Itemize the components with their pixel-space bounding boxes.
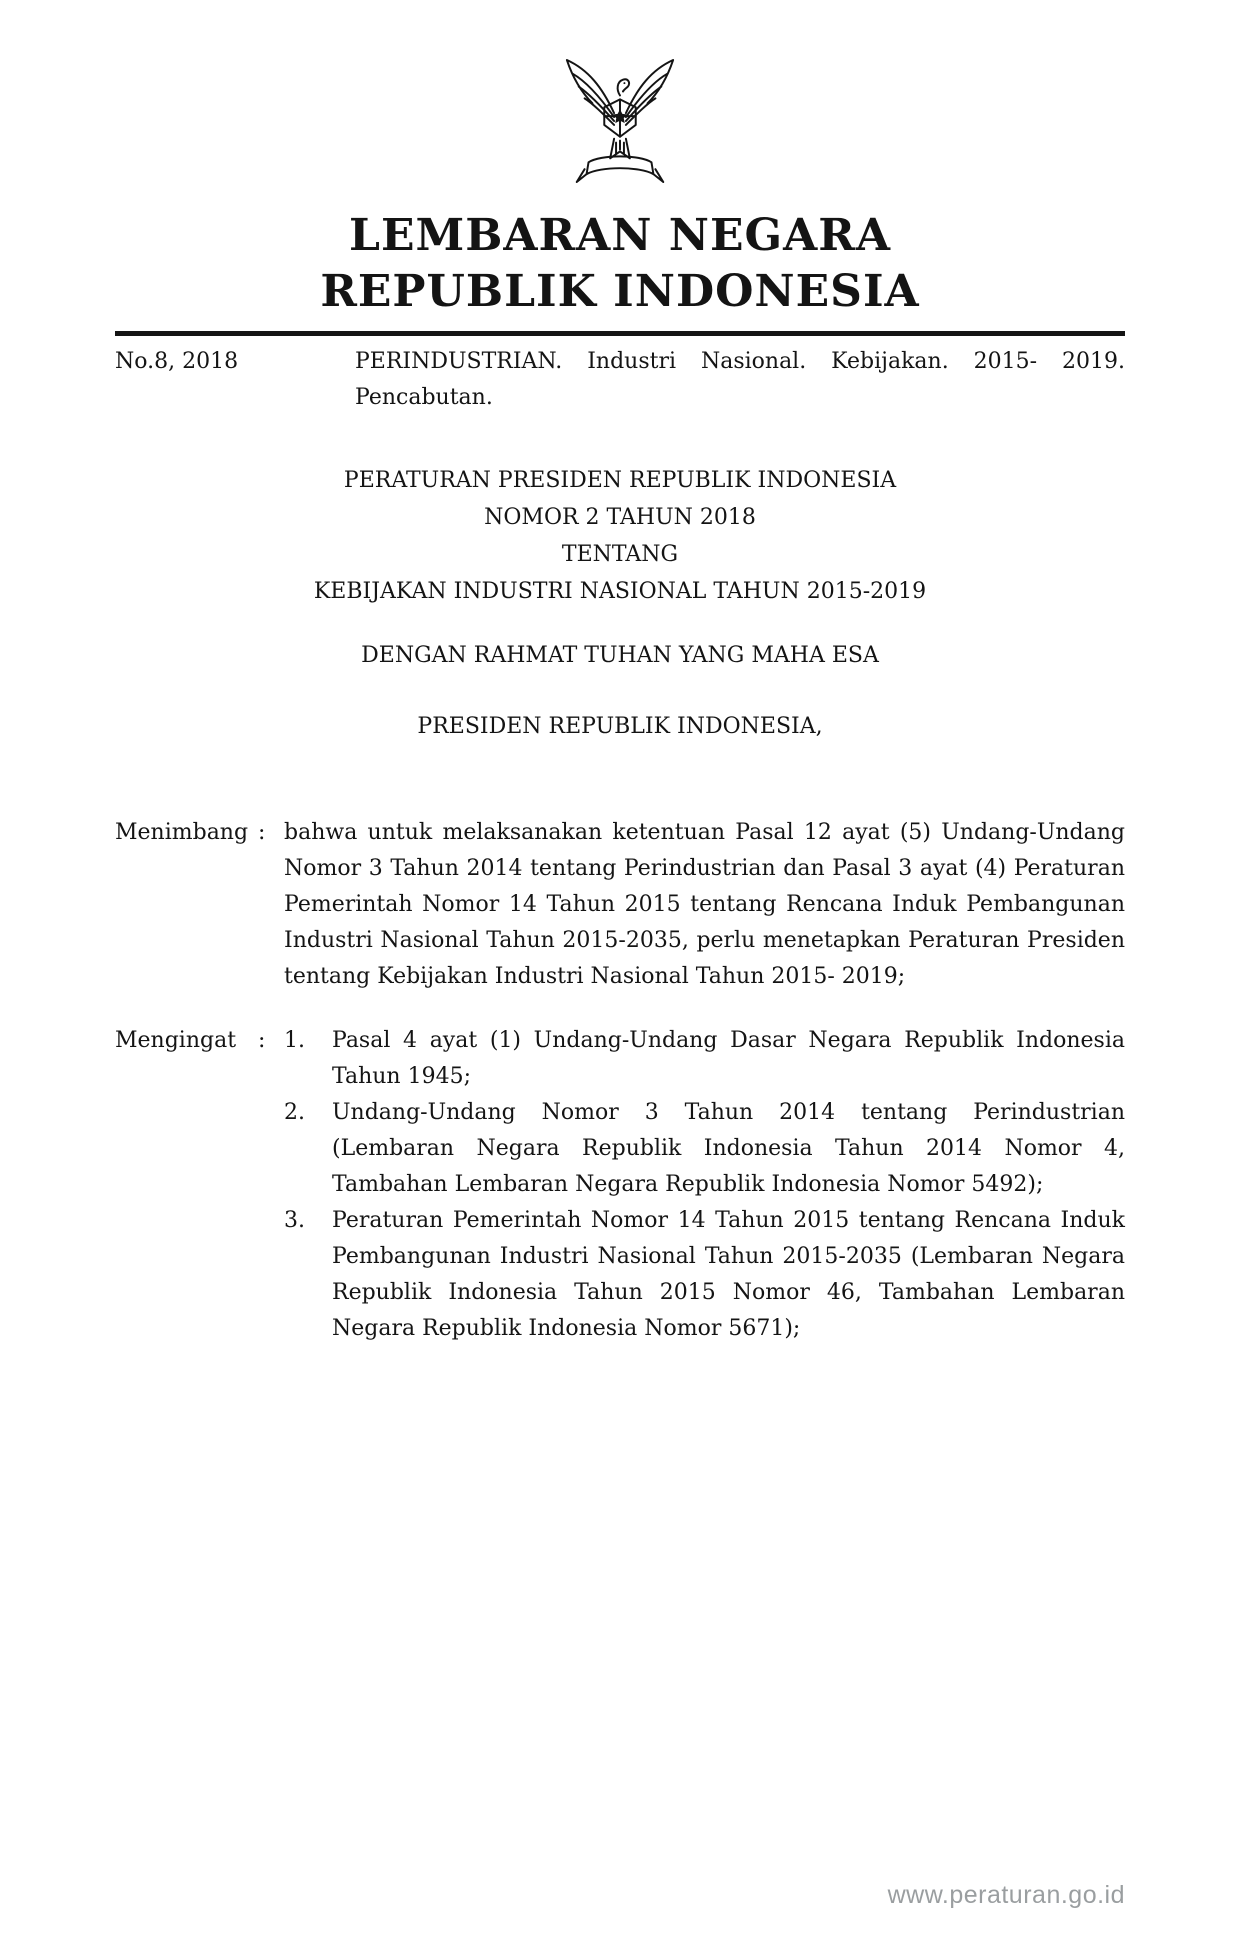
legal-basis-item-3-text: Peraturan Pemerintah Nomor 14 Tahun 2015 tentang Rencana Induk Pembangunan Industri Nasional Tahun 2015-2035 (Lembaran Negara Republik Indonesia Tahun 2015 Nomor 46, Tambahan Lembaran Negara Republik Indonesia Nomor 5671); — [332, 1207, 1125, 1341]
regulation-subject-line: KEBIJAKAN INDUSTRI NASIONAL TAHUN 2015-2019 — [313, 578, 927, 604]
regulation-title-block — [115, 462, 1125, 745]
gazette-meta-row — [115, 344, 1125, 416]
legal-basis-item-1-text: Pasal 4 ayat (1) Undang-Undang Dasar Negara Republik Indonesia Tahun 1945; — [332, 1027, 1125, 1089]
mengingat-section — [115, 1023, 1125, 1347]
legal-basis-item-2 — [284, 1095, 1125, 1203]
mengingat-label: Mengingat — [115, 1027, 237, 1053]
footer-watermark-url: www.peraturan.go.id — [887, 1881, 1125, 1909]
legal-basis-item-3 — [284, 1203, 1125, 1347]
regulation-title-line: PERATURAN PRESIDEN REPUBLIK INDONESIA — [343, 467, 897, 493]
gazette-subject: PERINDUSTRIAN. Industri Nasional. Kebijakan. 2015- 2019. Pencabutan. — [355, 348, 1125, 410]
legal-basis-item-2-text: Undang-Undang Nomor 3 Tahun 2014 tentang Perindustrian (Lembaran Negara Republik Indonesia Tahun 2014 Nomor 4, Tambahan Lembaran Negara Republik Indonesia Nomor 5492); — [332, 1099, 1125, 1197]
menimbang-text: bahwa untuk melaksanakan ketentuan Pasal 12 ayat (5) Undang-Undang Nomor 3 Tahun 2014 tentang Perindustrian dan Pasal 3 ayat (4) Peraturan Pemerintah Nomor 14 Tahun 2015 tentang Rencana Induk Pembangunan Industri Nasional Tahun 2015-2035, perlu menetapkan Peraturan Presiden tentang Kebijakan Industri Nasional Tahun 2015- 2019; — [284, 819, 1125, 989]
gazette-number: No.8, 2018 — [115, 348, 239, 374]
legal-basis-list — [284, 1023, 1125, 1347]
legal-basis-item-1 — [284, 1023, 1125, 1095]
authority-line: PRESIDEN REPUBLIK INDONESIA, — [417, 713, 823, 739]
masthead-divider-rule — [115, 331, 1125, 336]
menimbang-label: Menimbang — [115, 819, 249, 845]
masthead-line-2: REPUBLIK INDONESIA — [320, 266, 920, 318]
masthead-title — [115, 208, 1125, 321]
garuda-emblem-svg — [561, 52, 679, 190]
legal-basis-item-1-number: 1. — [284, 1027, 305, 1053]
legal-basis-item-3-number: 3. — [284, 1207, 305, 1233]
mengingat-list-container — [284, 1023, 1125, 1347]
invocation-line: DENGAN RAHMAT TUHAN YANG MAHA ESA — [361, 642, 879, 668]
regulation-number-line: NOMOR 2 TAHUN 2018 — [484, 504, 756, 530]
regulation-tentang-line: TENTANG — [561, 541, 679, 567]
masthead-line-1: LEMBARAN NEGARA — [349, 210, 891, 261]
menimbang-colon: : — [258, 819, 266, 845]
mengingat-colon: : — [258, 1027, 266, 1053]
garuda-pancasila-emblem-icon — [561, 52, 679, 194]
menimbang-section — [115, 815, 1125, 995]
legal-basis-item-2-number: 2. — [284, 1099, 305, 1125]
